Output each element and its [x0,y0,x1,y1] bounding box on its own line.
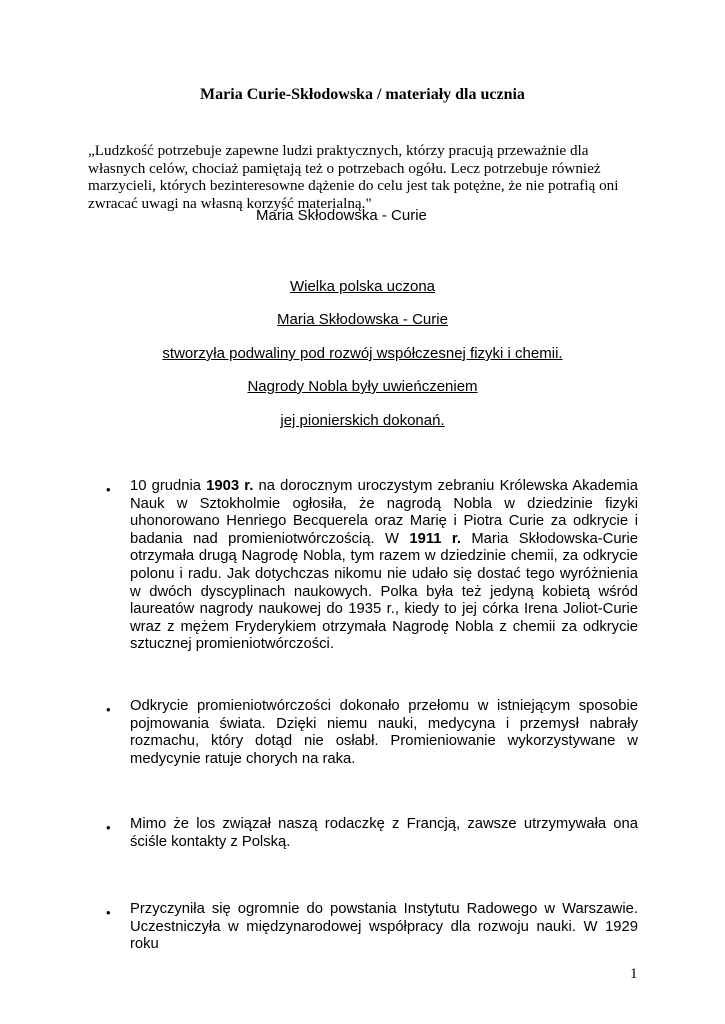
quote-author: Maria Skłodowska - Curie [256,207,427,224]
headline-line-3: stworzyła podwaliny pod rozwój współczesnej fizyki i chemii. [162,345,563,362]
document-title: Maria Curie-Skłodowska / materiały dla ucznia [200,86,525,103]
headline-line-4: Nagrody Nobla były uwieńczeniem [247,378,478,395]
nobel-text-part2: na dorocznym uroczystym zebraniu Królewska Akademia Nauk w Sztokholmie ogłosiła, że nagrodą Nobla w dziedzinie fizyki uhonorowano Henriego Becquerela oraz Marię i Piotra Curie za odkrycie i badania nad promieniotwórczością. W [130,478,638,547]
bullet-paragraph-radioactivity: Odkrycie promieniotwórczości dokonało przełomu w istniejącym sposobie pojmowania świata. Dzięki niemu nauki, medycyna i przemysł nabrały rozmachu, który dotąd nie osłabł. Promieniowanie wykorzystywane w medycynie ratuje chorych na raka. [130,698,638,767]
nobel-year-1911: 1911 r. [409,530,461,547]
bullet-marker: • [106,820,111,835]
headline-line-1: Wielka polska uczona [289,278,436,295]
bullet-marker: • [106,702,111,717]
nobel-year-1903: 1903 r. [206,478,254,494]
bullet-marker: • [106,482,111,497]
nobel-text-part3: Maria Skłodowska-Curie otrzymała drugą Nagrodę Nobla, tym razem w dziedzinie chemii, za odkrycie polonu i radu. Jak dotychczas nikomu nie udało się dostać tego wyróżnienia w dwóch dyscyplinach naukowych. Polka była też jedyną kobietą wśród laureatów nagrody naukowej do 1935 r., kiedy to jej córka Irena Joliot-Curie wraz z mężem Fryderykiem otrzymała Nagrodę Nobla z chemii za odkrycie sztucznej promieniotwórczości. [130,530,639,653]
headline-line-5: jej pionierskich dokonań. [280,412,445,429]
bullet-paragraph-poland: Mimo że los związał naszą rodaczkę z Francją, zawsze utrzymywała ona ściśle kontakty z Polską. [130,816,638,850]
opening-quote: „Ludzkość potrzebuje zapewne ludzi praktycznych, którzy pracują przeważnie dla własnych celów, chociaż pamiętają też o potrzebach ogółu. Lecz potrzebuje również marzycieli, których bezinteresowne dążenie do celu jest tak potężne, że nie potrafią oni zwracać uwagi na własną korzyść materialną." [88,142,619,212]
bullet-paragraph-nobel [130,478,638,654]
bullet-marker: • [106,905,111,920]
nobel-text-part1: 10 grudnia [130,478,207,494]
headline-line-2: Maria Skłodowska - Curie [277,311,448,328]
page-number: 1 [630,966,638,982]
bullet-paragraph-institute: Przyczyniła się ogromnie do powstania Instytutu Radowego w Warszawie. Uczestniczyła w międzynarodowej współpracy dla rozwoju nauki. W 1929 roku [130,901,638,953]
